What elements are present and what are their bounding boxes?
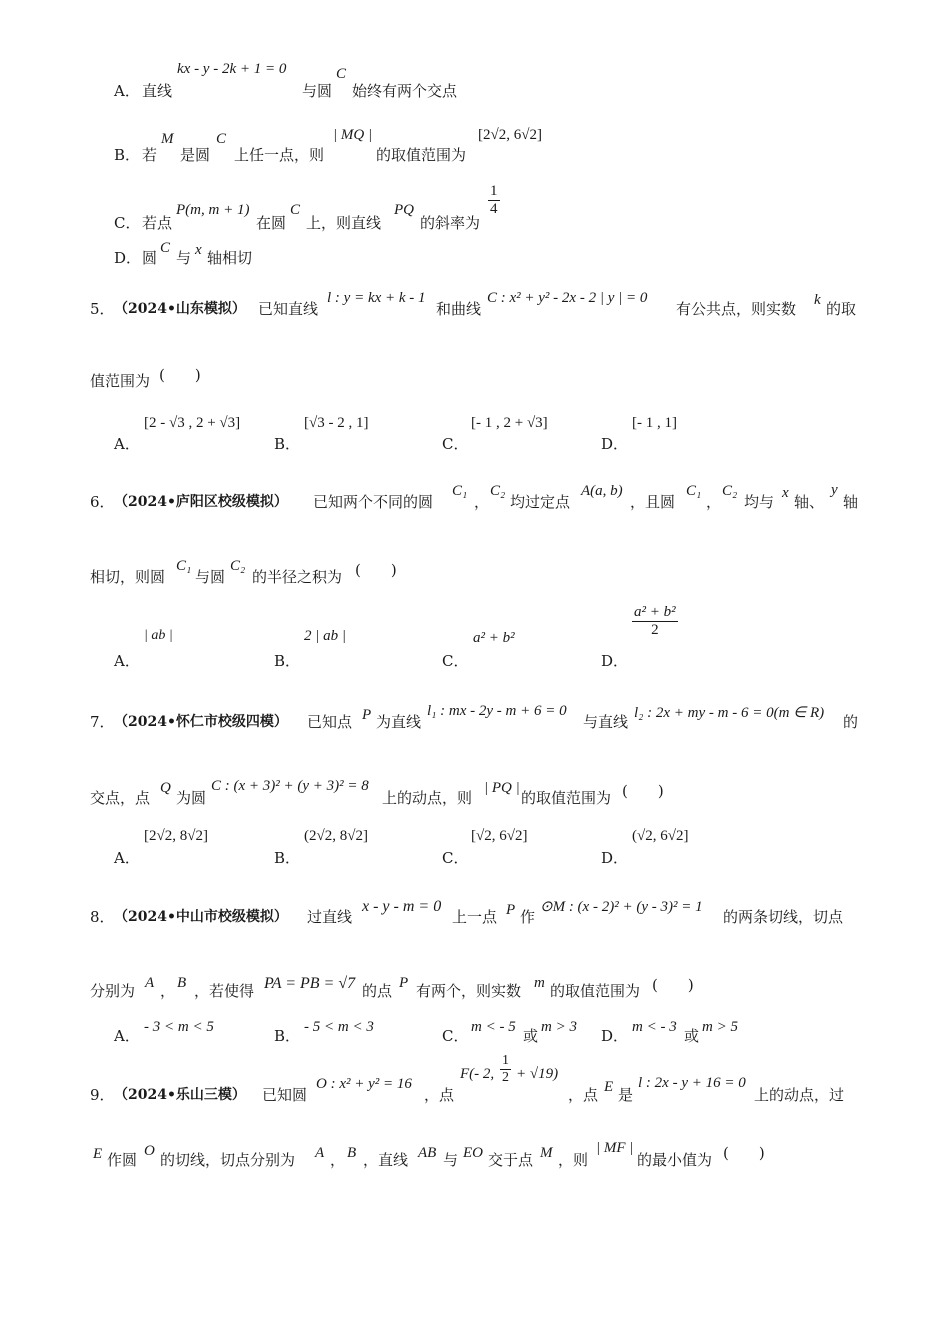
question-source: （2024•山东模拟） xyxy=(114,301,246,317)
answer-parentheses: ( ) xyxy=(652,976,694,994)
question-number: 5． xyxy=(90,300,115,318)
option-label: D． xyxy=(601,435,629,453)
fraction: $\frac{1}{4}$ xyxy=(490,183,498,217)
fraction: $\frac{\text{a² + b²}}{2}$ xyxy=(634,604,676,638)
option-label: D． xyxy=(114,249,142,267)
option-label: A． xyxy=(114,849,140,867)
answer-parentheses: ( ) xyxy=(622,782,664,800)
fraction: $\frac{1}{2}$ xyxy=(502,1053,509,1085)
answer-parentheses: ( ) xyxy=(159,366,201,384)
option-label: B． xyxy=(114,146,141,164)
option-label: B． xyxy=(274,435,301,453)
question-number: 8． xyxy=(90,908,115,926)
option-label: B． xyxy=(274,1027,301,1045)
option-label: A． xyxy=(114,82,140,100)
option-label: A． xyxy=(114,1027,140,1045)
option-label: D． xyxy=(601,849,629,867)
option-label: D． xyxy=(601,1027,629,1045)
option-label: B． xyxy=(274,652,301,670)
option-label: A． xyxy=(114,435,140,453)
option-label: B． xyxy=(274,849,301,867)
option-label: C． xyxy=(442,1027,469,1045)
question-source: （2024•庐阳区校级模拟） xyxy=(114,494,288,510)
option-label: C． xyxy=(442,435,469,453)
option-label: C． xyxy=(442,849,469,867)
question-number: 7． xyxy=(90,713,115,731)
question-number: 6． xyxy=(90,493,115,511)
document-page: A． 直线 kx - y - 2k + 1 = 0 与圆 C 始终有两个交点 B． 若 M 是圆 C 上任一点，则 | MQ | 的取值范围为 [2√2, 6√2] C． 若点 P(m, m + 1) 在圆 C 上，则直线 PQ 的斜率为 $\frac{1}{4}$ D． 圆 C 与 x 轴相切 5． （2024•山东模拟） 已知直线 l : y = kx + k - 1 和曲线 C : x² + y² - 2x - 2 | y | = 0 有公共点，则实数 k 的取 值范围为 ( ) A． [2 - √3 , 2 + √3] B． [√3 - 2 , 1] C． [- 1 , 2 + √3] D． [- 1 , 1] 6． （2024•庐阳区校级模拟） 已知两个不同的圆 C₁ ， C₂ 均过定点 A(a, b) ，且圆 C₁ ， C₂ 均与 x 轴、 y 轴 相切，则圆 C₁ 与圆 C₂ 的半径之积为 ( ) A． | ab | B． 2 | ab | C． a² + b² D． $\frac{\text{a² + b²}}{2}$ 7． （2024•怀仁市校级四模） 已知点 P 为直线 l₁ : mx - 2y - m + 6 = 0 与直线 l₂ : 2x + my - m - 6 = 0(m ∈ R) 的 交点，点 Q 为圆 C : (x + 3)² + (y + 3)² = 8 上的动点，则 | PQ | 的取值范围为 ( ) A． [2√2, 8√2] B． (2√2, 8√2] C． [√2, 6√2] D． (√2, 6√2] 8． （2024•中山市校级模拟） 过直线 x - y - m = 0 上一点 P 作 ⊙M : (x - 2)² + (y - 3)² = 1 的两条切线，切点 分别为 A ， B ，若使得 PA = PB = √7 的点 P 有两个，则实数 m 的取值范围为 ( ) A． - 3 < m < 5 B． - 5 < m < 3 C． m < - 5 或 m > 3 D． m < - 3 或 m > 5 9． （2024•乐山三模） 已知圆 O : x² + y² = 16 ，点 F(- 2, $\frac{1}{2}$ + √19) ，点 E 是 l : 2x - y + 16 = 0 上的动点，过 E 作圆 O 的切线，切点分别为 A ， B ，直线 AB 与 EO 交于点 M ，则 | MF | 的最小值为 ( ) xyxy=(90,61,859,1169)
option-label: C． xyxy=(114,214,141,232)
question-source: （2024•中山市校级模拟） xyxy=(114,909,288,925)
question-source: （2024•乐山三模） xyxy=(114,1087,246,1103)
answer-parentheses: ( ) xyxy=(723,1144,765,1162)
option-label: A． xyxy=(114,652,140,670)
option-label: C． xyxy=(442,652,469,670)
question-number: 9． xyxy=(90,1086,115,1104)
math-expression: kx - y - 2k + 1 = 0 xyxy=(177,61,287,77)
option-label: D． xyxy=(601,652,629,670)
answer-parentheses: ( ) xyxy=(355,561,397,579)
question-source: （2024•怀仁市校级四模） xyxy=(114,714,288,730)
